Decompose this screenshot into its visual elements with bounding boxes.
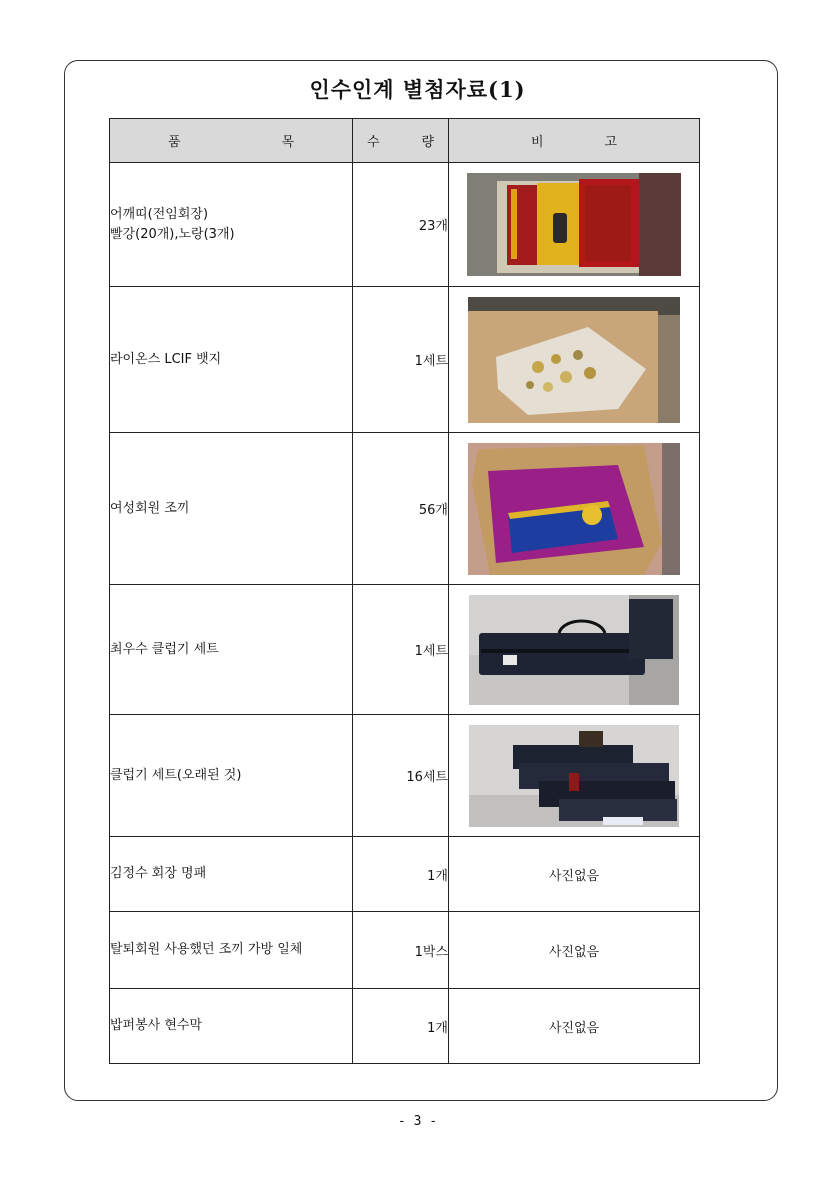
handover-table — [109, 118, 700, 1064]
item-cell: 어깨띠(전임회장) 빨강(20개),노랑(3개) — [110, 163, 353, 287]
header-qty: 수 량 — [353, 119, 449, 163]
table-row — [110, 287, 700, 433]
qty-cell: 56개 — [353, 433, 449, 585]
flag-cases-pile-photo — [469, 725, 679, 827]
note-cell — [449, 715, 700, 837]
flag-case-photo — [469, 595, 679, 705]
qty-cell: 1세트 — [353, 585, 449, 715]
table-row — [110, 912, 700, 989]
table-header-row — [110, 119, 700, 163]
item-cell: 최우수 클럽기 세트 — [110, 585, 353, 715]
note-cell: 사진없음 — [449, 989, 700, 1064]
note-cell — [449, 163, 700, 287]
qty-cell: 1개 — [353, 989, 449, 1064]
qty-cell: 1개 — [353, 837, 449, 912]
qty-cell: 1세트 — [353, 287, 449, 433]
note-cell — [449, 433, 700, 585]
item-cell: 탈퇴회원 사용했던 조끼 가방 일체 — [110, 912, 353, 989]
note-cell — [449, 585, 700, 715]
table-row — [110, 715, 700, 837]
qty-cell: 23개 — [353, 163, 449, 287]
sashes-in-box-photo — [467, 173, 681, 276]
table-row — [110, 989, 700, 1064]
item-cell: 김정수 회장 명패 — [110, 837, 353, 912]
item-cell: 밥퍼봉사 현수막 — [110, 989, 353, 1064]
table-row — [110, 433, 700, 585]
qty-cell: 1박스 — [353, 912, 449, 989]
badges-bag-photo — [468, 297, 680, 423]
table-row — [110, 837, 700, 912]
header-item: 품 목 — [110, 119, 353, 163]
table-row — [110, 163, 700, 287]
note-cell — [449, 287, 700, 433]
qty-cell: 16세트 — [353, 715, 449, 837]
vests-in-box-photo — [468, 443, 680, 575]
page-title: 인수인계 별첨자료(1) — [309, 77, 526, 102]
note-cell: 사진없음 — [449, 912, 700, 989]
page-number: - 3 - — [397, 1114, 438, 1129]
table-row — [110, 585, 700, 715]
item-cell: 라이온스 LCIF 뱃지 — [110, 287, 353, 433]
note-cell: 사진없음 — [449, 837, 700, 912]
header-note: 비 고 — [449, 119, 700, 163]
item-cell: 여성회원 조끼 — [110, 433, 353, 585]
item-cell: 클럽기 세트(오래된 것) — [110, 715, 353, 837]
